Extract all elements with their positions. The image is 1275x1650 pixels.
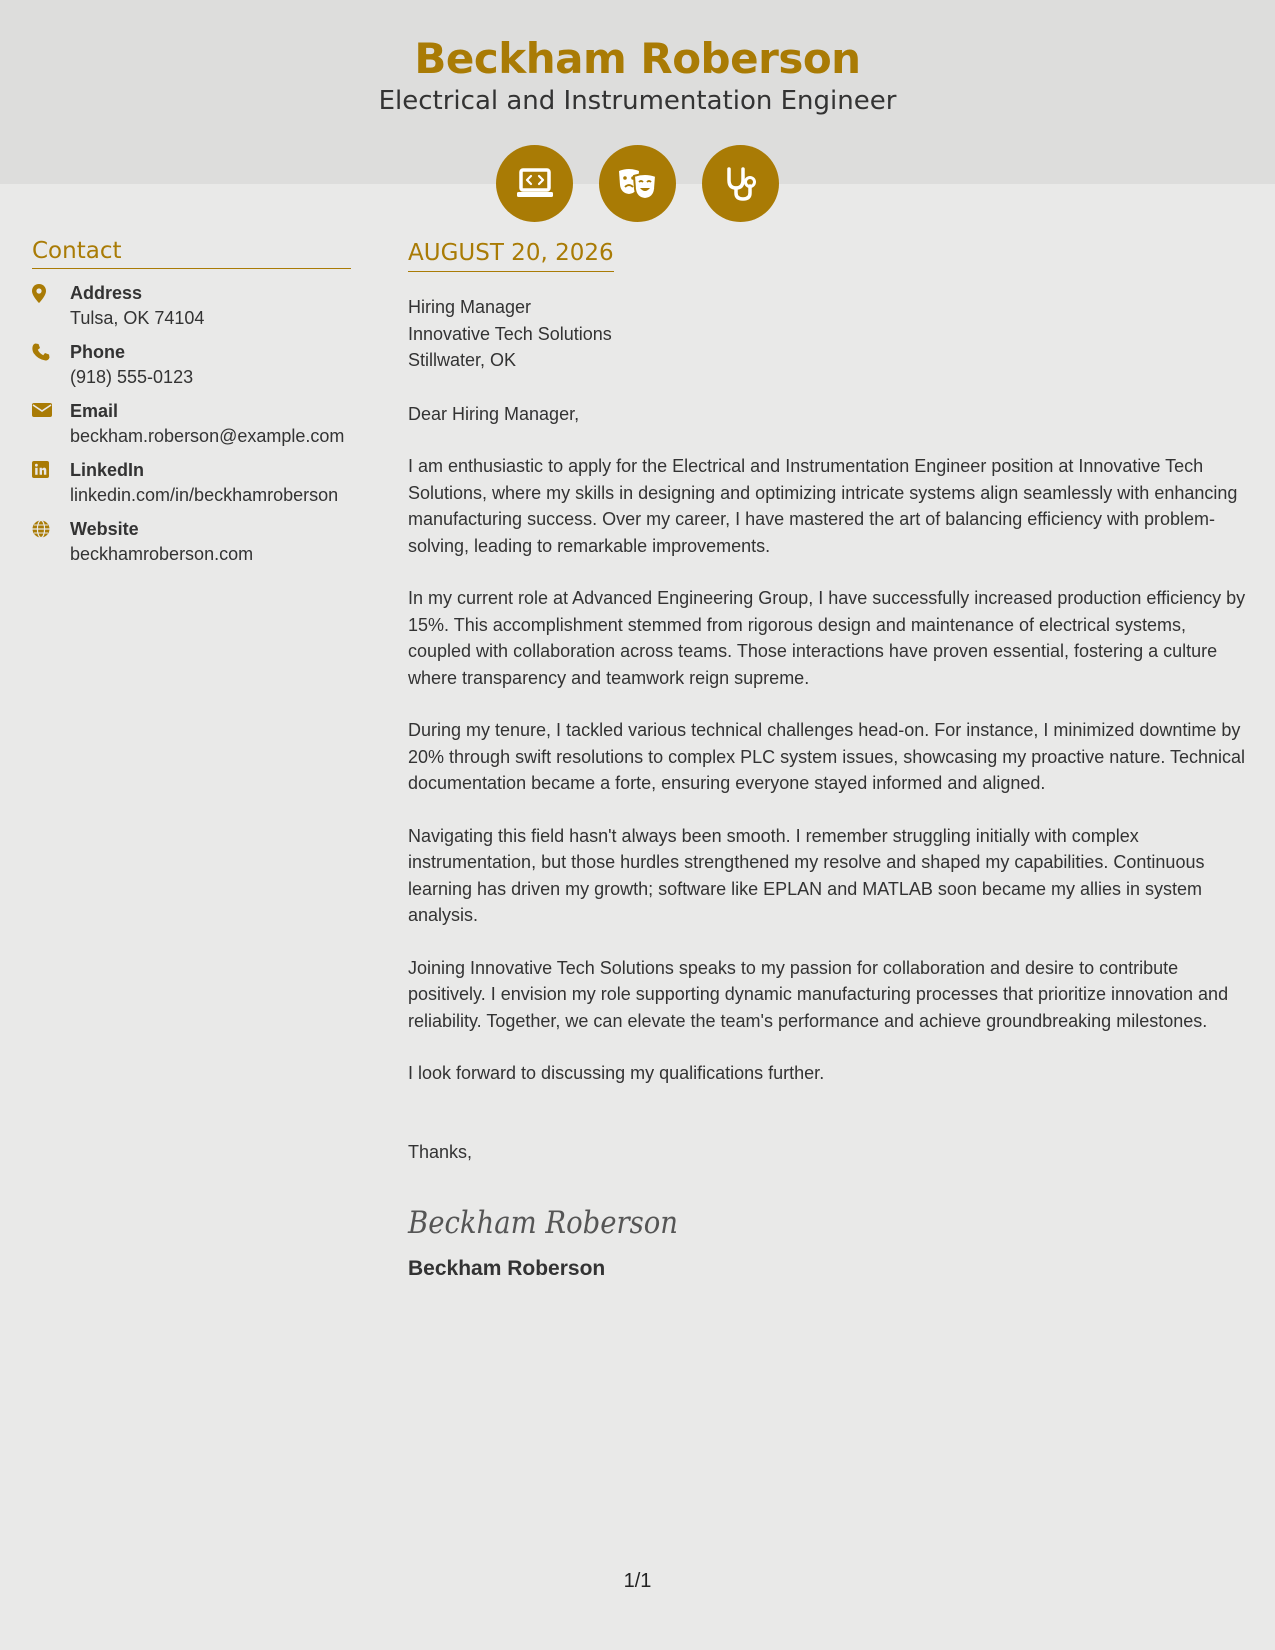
phone-value: (918) 555-0123 (70, 367, 194, 387)
contact-linkedin (32, 458, 351, 507)
contact-email (32, 399, 351, 448)
email-label: Email (70, 401, 119, 421)
website-label: Website (70, 519, 139, 539)
paragraph-2: In my current role at Advanced Engineering Group, I have successfully increased production efficiency by 15%. This accomplishment stemmed from rigorous design and maintenance of electrical systems, coupled with collaboration across teams. Those interactions have proven essential, fostering a culture where transparency and teamwork reign supreme. (408, 588, 1246, 688)
address-value: Tulsa, OK 74104 (70, 308, 205, 328)
letter-date: AUGUST 20, 2026 (408, 240, 614, 272)
paragraph-4: Navigating this field hasn't always been smooth. I remember struggling initially with complex instrumentation, but those hurdles strengthened my resolve and shaped my capabilities. Continuous learning has driven my growth; software like EPLAN and MATLAB soon became my allies in system analysis. (408, 825, 1205, 925)
hobby-icons (496, 145, 779, 222)
salutation: Dear Hiring Manager, (408, 403, 580, 424)
phone-icon (32, 340, 70, 366)
signature-image (407, 1195, 678, 1247)
sidebar (32, 238, 351, 576)
recipient-location: Stillwater, OK (408, 350, 517, 370)
paragraph-3: During my tenure, I tackled various technical challenges head-on. For instance, I minimized downtime by 20% through swift resolutions to complex PLC system issues, showcasing my proactive nature. Technical documentation became a forte, ensuring everyone stayed informed and aligned. (408, 720, 1246, 793)
letter-body (408, 240, 1253, 1281)
email-value[interactable]: beckham.roberson@example.com (70, 426, 345, 446)
map-marker-icon (32, 281, 70, 308)
applicant-name: Beckham Roberson (414, 34, 861, 83)
recipient-title: Hiring Manager (408, 297, 532, 317)
globe-icon (32, 517, 70, 543)
recipient-block (408, 294, 1253, 374)
svg-text:Beckham Roberson: Beckham Roberson (407, 1205, 678, 1241)
linkedin-value[interactable]: linkedin.com/in/beckhamroberson (70, 485, 339, 505)
contact-title: Contact (32, 238, 351, 269)
laptop-code-icon (496, 145, 573, 222)
phone-label: Phone (70, 342, 126, 362)
contact-address (32, 281, 351, 330)
stethoscope-icon (702, 145, 779, 222)
theater-masks-icon (599, 145, 676, 222)
job-headline: Electrical and Instrumentation Engineer (378, 86, 897, 116)
contact-website (32, 517, 351, 566)
address-label: Address (70, 283, 143, 303)
website-value[interactable]: beckhamroberson.com (70, 544, 254, 564)
page-number: 1/1 (623, 1570, 652, 1592)
paragraph-1: I am enthusiastic to apply for the Electrical and Instrumentation Engineer position at Innovative Tech Solutions, where my skills in designing and optimizing intricate systems align seamlessly with enhancing manufacturing success. Over my career, I have mastered the art of balancing efficiency with problem-solving, leading to remarkable improvements. (408, 456, 1238, 556)
paragraph-6: I look forward to discussing my qualifications further. (408, 1063, 825, 1083)
signature-name: Beckham Roberson (408, 1257, 606, 1280)
linkedin-icon (32, 458, 70, 483)
linkedin-label: LinkedIn (70, 460, 145, 480)
recipient-company: Innovative Tech Solutions (408, 323, 612, 344)
contact-phone (32, 340, 351, 389)
envelope-icon (32, 399, 70, 423)
closing: Thanks, (408, 1141, 473, 1162)
paragraph-5: Joining Innovative Tech Solutions speaks to my passion for collaboration and desire to contribute positively. I envision my role supporting dynamic manufacturing processes that prioritize innovation and reliability. Together, we can elevate the team's performance and achieve groundbreaking milestones. (408, 957, 1229, 1031)
